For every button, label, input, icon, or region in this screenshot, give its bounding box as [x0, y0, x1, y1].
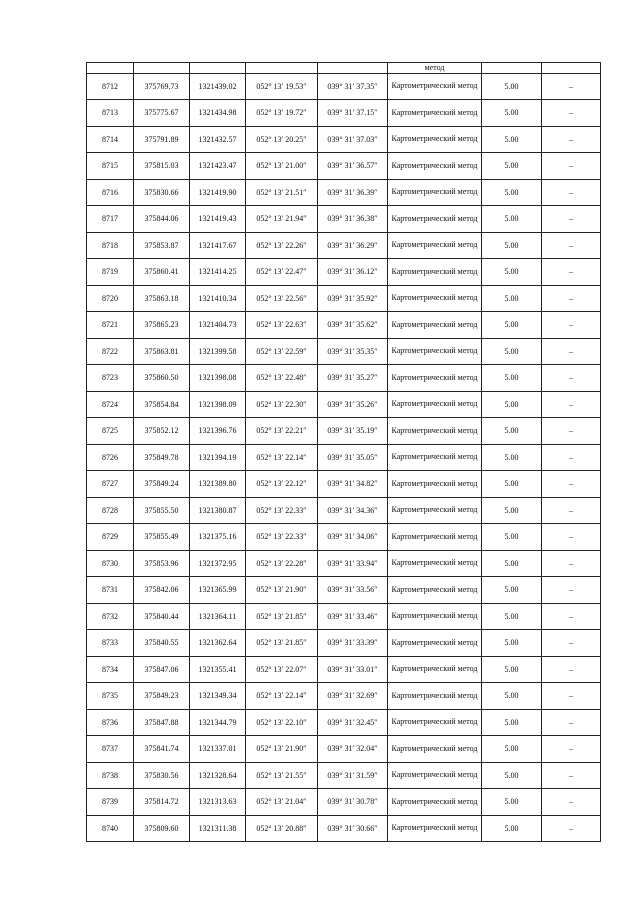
cont-cell-method: метод — [388, 63, 482, 74]
latitude: 052° 13′ 22.33″ — [246, 497, 318, 524]
table-row — [87, 815, 601, 842]
coord-y: 1321419.90 — [190, 179, 246, 206]
latitude: 052° 13′ 21.55″ — [246, 762, 318, 789]
point-number: 8717 — [87, 206, 134, 233]
table-row — [87, 338, 601, 365]
coord-x: 375865.23 — [134, 312, 190, 339]
longitude: 039° 31′ 35.05″ — [318, 444, 388, 471]
coord-x: 375791.89 — [134, 126, 190, 153]
method: Картометрический метод — [388, 418, 482, 445]
table-row — [87, 100, 601, 127]
coord-y: 1321337.01 — [190, 736, 246, 763]
latitude: 052° 13′ 22.63″ — [246, 312, 318, 339]
table-row — [87, 497, 601, 524]
accuracy: 5.00 — [482, 524, 542, 551]
coord-x: 375840.44 — [134, 603, 190, 630]
accuracy: 5.00 — [482, 444, 542, 471]
method: Картометрический метод — [388, 285, 482, 312]
table-row — [87, 656, 601, 683]
longitude: 039° 31′ 36.12″ — [318, 259, 388, 286]
method: Картометрический метод — [388, 815, 482, 842]
table-row — [87, 603, 601, 630]
coord-y: 1321344.79 — [190, 709, 246, 736]
method: Картометрический метод — [388, 656, 482, 683]
table-row — [87, 444, 601, 471]
coord-x: 375842.06 — [134, 577, 190, 604]
longitude: 039° 31′ 36.39″ — [318, 179, 388, 206]
table-row — [87, 232, 601, 259]
point-number: 8720 — [87, 285, 134, 312]
table-row — [87, 285, 601, 312]
method: Картометрический метод — [388, 497, 482, 524]
point-number: 8713 — [87, 100, 134, 127]
accuracy: 5.00 — [482, 126, 542, 153]
table-row — [87, 206, 601, 233]
note: – — [542, 683, 601, 710]
accuracy: 5.00 — [482, 365, 542, 392]
method: Картометрический метод — [388, 126, 482, 153]
longitude: 039° 31′ 35.26″ — [318, 391, 388, 418]
point-number: 8736 — [87, 709, 134, 736]
note: – — [542, 338, 601, 365]
table-body — [87, 63, 601, 842]
latitude: 052° 13′ 22.14″ — [246, 444, 318, 471]
coord-x: 375852.12 — [134, 418, 190, 445]
latitude: 052° 13′ 21.00″ — [246, 153, 318, 180]
method: Картометрический метод — [388, 471, 482, 498]
latitude: 052° 13′ 21.85″ — [246, 603, 318, 630]
method: Картометрический метод — [388, 577, 482, 604]
latitude: 052° 13′ 22.12″ — [246, 471, 318, 498]
point-number: 8718 — [87, 232, 134, 259]
note: – — [542, 100, 601, 127]
longitude: 039° 31′ 36.29″ — [318, 232, 388, 259]
latitude: 052° 13′ 22.47″ — [246, 259, 318, 286]
method: Картометрический метод — [388, 736, 482, 763]
coord-y: 1321398.09 — [190, 391, 246, 418]
coord-x: 375855.50 — [134, 497, 190, 524]
note: – — [542, 126, 601, 153]
accuracy: 5.00 — [482, 206, 542, 233]
coord-x: 375830.66 — [134, 179, 190, 206]
coord-y: 1321432.57 — [190, 126, 246, 153]
note: – — [542, 471, 601, 498]
table-row — [87, 365, 601, 392]
latitude: 052° 13′ 21.51″ — [246, 179, 318, 206]
coord-x: 375830.56 — [134, 762, 190, 789]
table-row — [87, 709, 601, 736]
coord-x: 375860.41 — [134, 259, 190, 286]
accuracy: 5.00 — [482, 232, 542, 259]
latitude: 052° 13′ 22.14″ — [246, 683, 318, 710]
accuracy: 5.00 — [482, 259, 542, 286]
coord-x: 375853.87 — [134, 232, 190, 259]
longitude: 039° 31′ 34.36″ — [318, 497, 388, 524]
point-number: 8712 — [87, 73, 134, 100]
longitude: 039° 31′ 35.92″ — [318, 285, 388, 312]
longitude: 039° 31′ 35.62″ — [318, 312, 388, 339]
coord-x: 375769.73 — [134, 73, 190, 100]
coord-y: 1321414.25 — [190, 259, 246, 286]
cont-cell-lon — [318, 63, 388, 74]
latitude: 052° 13′ 22.30″ — [246, 391, 318, 418]
longitude: 039° 31′ 33.56″ — [318, 577, 388, 604]
accuracy: 5.00 — [482, 550, 542, 577]
longitude: 039° 31′ 33.39″ — [318, 630, 388, 657]
latitude: 052° 13′ 20.88″ — [246, 815, 318, 842]
accuracy: 5.00 — [482, 603, 542, 630]
accuracy: 5.00 — [482, 471, 542, 498]
note: – — [542, 709, 601, 736]
coord-y: 1321362.64 — [190, 630, 246, 657]
point-number: 8723 — [87, 365, 134, 392]
note: – — [542, 365, 601, 392]
method: Картометрический метод — [388, 259, 482, 286]
coord-y: 1321365.99 — [190, 577, 246, 604]
table-row — [87, 259, 601, 286]
point-number: 8728 — [87, 497, 134, 524]
coord-x: 375840.55 — [134, 630, 190, 657]
latitude: 052° 13′ 21.04″ — [246, 789, 318, 816]
latitude: 052° 13′ 22.07″ — [246, 656, 318, 683]
coord-x: 375853.96 — [134, 550, 190, 577]
point-number: 8739 — [87, 789, 134, 816]
note: – — [542, 285, 601, 312]
point-number: 8719 — [87, 259, 134, 286]
table-row — [87, 126, 601, 153]
note: – — [542, 550, 601, 577]
table-row — [87, 630, 601, 657]
accuracy: 5.00 — [482, 577, 542, 604]
method: Картометрический метод — [388, 153, 482, 180]
method: Картометрический метод — [388, 179, 482, 206]
longitude: 039° 31′ 32.04″ — [318, 736, 388, 763]
note: – — [542, 179, 601, 206]
point-number: 8737 — [87, 736, 134, 763]
coordinates-table — [86, 62, 601, 842]
longitude: 039° 31′ 31.59″ — [318, 762, 388, 789]
longitude: 039° 31′ 36.38″ — [318, 206, 388, 233]
method: Картометрический метод — [388, 232, 482, 259]
cont-cell-number — [87, 63, 134, 74]
coord-y: 1321404.73 — [190, 312, 246, 339]
coord-x: 375863.18 — [134, 285, 190, 312]
accuracy: 5.00 — [482, 656, 542, 683]
table-row — [87, 418, 601, 445]
coord-x: 375849.23 — [134, 683, 190, 710]
latitude: 052° 13′ 22.56″ — [246, 285, 318, 312]
table-row — [87, 73, 601, 100]
latitude: 052° 13′ 19.72″ — [246, 100, 318, 127]
table-row — [87, 577, 601, 604]
table-row — [87, 524, 601, 551]
coord-y: 1321349.34 — [190, 683, 246, 710]
note: – — [542, 603, 601, 630]
accuracy: 5.00 — [482, 497, 542, 524]
point-number: 8730 — [87, 550, 134, 577]
latitude: 052° 13′ 22.48″ — [246, 365, 318, 392]
note: – — [542, 153, 601, 180]
longitude: 039° 31′ 35.19″ — [318, 418, 388, 445]
coord-y: 1321389.80 — [190, 471, 246, 498]
coord-y: 1321311.38 — [190, 815, 246, 842]
latitude: 052° 13′ 22.26″ — [246, 232, 318, 259]
coord-y: 1321434.98 — [190, 100, 246, 127]
table-row — [87, 762, 601, 789]
note: – — [542, 789, 601, 816]
latitude: 052° 13′ 22.28″ — [246, 550, 318, 577]
latitude: 052° 13′ 21.85″ — [246, 630, 318, 657]
cont-cell-x — [134, 63, 190, 74]
latitude: 052° 13′ 22.21″ — [246, 418, 318, 445]
longitude: 039° 31′ 32.45″ — [318, 709, 388, 736]
note: – — [542, 497, 601, 524]
method: Картометрический метод — [388, 630, 482, 657]
accuracy: 5.00 — [482, 100, 542, 127]
table-row — [87, 736, 601, 763]
coord-y: 1321328.64 — [190, 762, 246, 789]
note: – — [542, 206, 601, 233]
coord-x: 375847.88 — [134, 709, 190, 736]
accuracy: 5.00 — [482, 736, 542, 763]
longitude: 039° 31′ 36.57″ — [318, 153, 388, 180]
method: Картометрический метод — [388, 365, 482, 392]
method: Картометрический метод — [388, 603, 482, 630]
method: Картометрический метод — [388, 762, 482, 789]
coord-x: 375863.81 — [134, 338, 190, 365]
coord-y: 1321394.19 — [190, 444, 246, 471]
accuracy: 5.00 — [482, 762, 542, 789]
method: Картометрический метод — [388, 444, 482, 471]
coord-y: 1321372.95 — [190, 550, 246, 577]
point-number: 8724 — [87, 391, 134, 418]
coord-x: 375849.24 — [134, 471, 190, 498]
longitude: 039° 31′ 33.94″ — [318, 550, 388, 577]
longitude: 039° 31′ 35.35″ — [318, 338, 388, 365]
longitude: 039° 31′ 37.03″ — [318, 126, 388, 153]
method: Картометрический метод — [388, 338, 482, 365]
point-number: 8738 — [87, 762, 134, 789]
longitude: 039° 31′ 30.66″ — [318, 815, 388, 842]
accuracy: 5.00 — [482, 338, 542, 365]
coord-x: 375815.03 — [134, 153, 190, 180]
point-number: 8721 — [87, 312, 134, 339]
cont-cell-accuracy — [482, 63, 542, 74]
table-row — [87, 471, 601, 498]
point-number: 8735 — [87, 683, 134, 710]
longitude: 039° 31′ 35.27″ — [318, 365, 388, 392]
accuracy: 5.00 — [482, 789, 542, 816]
longitude: 039° 31′ 37.35″ — [318, 73, 388, 100]
coord-y: 1321396.76 — [190, 418, 246, 445]
method: Картометрический метод — [388, 550, 482, 577]
point-number: 8729 — [87, 524, 134, 551]
method: Картометрический метод — [388, 100, 482, 127]
accuracy: 5.00 — [482, 285, 542, 312]
point-number: 8714 — [87, 126, 134, 153]
point-number: 8722 — [87, 338, 134, 365]
continuation-row — [87, 63, 601, 74]
point-number: 8725 — [87, 418, 134, 445]
coord-y: 1321419.43 — [190, 206, 246, 233]
point-number: 8731 — [87, 577, 134, 604]
coord-x: 375814.72 — [134, 789, 190, 816]
table-row — [87, 391, 601, 418]
coord-y: 1321375.16 — [190, 524, 246, 551]
table-row — [87, 789, 601, 816]
note: – — [542, 736, 601, 763]
method: Картометрический метод — [388, 524, 482, 551]
table-row — [87, 312, 601, 339]
accuracy: 5.00 — [482, 709, 542, 736]
method: Картометрический метод — [388, 206, 482, 233]
longitude: 039° 31′ 30.78″ — [318, 789, 388, 816]
latitude: 052° 13′ 22.33″ — [246, 524, 318, 551]
point-number: 8740 — [87, 815, 134, 842]
cont-cell-lat — [246, 63, 318, 74]
table-row — [87, 153, 601, 180]
longitude: 039° 31′ 33.46″ — [318, 603, 388, 630]
accuracy: 5.00 — [482, 418, 542, 445]
coord-x: 375841.74 — [134, 736, 190, 763]
latitude: 052° 13′ 22.10″ — [246, 709, 318, 736]
note: – — [542, 656, 601, 683]
method: Картометрический метод — [388, 789, 482, 816]
coord-y: 1321364.11 — [190, 603, 246, 630]
coord-y: 1321439.02 — [190, 73, 246, 100]
table-row — [87, 683, 601, 710]
cont-cell-y — [190, 63, 246, 74]
coord-y: 1321399.58 — [190, 338, 246, 365]
point-number: 8726 — [87, 444, 134, 471]
latitude: 052° 13′ 22.59″ — [246, 338, 318, 365]
note: – — [542, 232, 601, 259]
coord-x: 375855.49 — [134, 524, 190, 551]
note: – — [542, 259, 601, 286]
accuracy: 5.00 — [482, 73, 542, 100]
accuracy: 5.00 — [482, 630, 542, 657]
point-number: 8716 — [87, 179, 134, 206]
table-row — [87, 550, 601, 577]
latitude: 052° 13′ 21.90″ — [246, 736, 318, 763]
point-number: 8727 — [87, 471, 134, 498]
coord-x: 375849.78 — [134, 444, 190, 471]
coord-x: 375854.84 — [134, 391, 190, 418]
table-row — [87, 179, 601, 206]
note: – — [542, 762, 601, 789]
accuracy: 5.00 — [482, 815, 542, 842]
latitude: 052° 13′ 21.94″ — [246, 206, 318, 233]
point-number: 8733 — [87, 630, 134, 657]
method: Картометрический метод — [388, 391, 482, 418]
coord-x: 375860.50 — [134, 365, 190, 392]
accuracy: 5.00 — [482, 153, 542, 180]
note: – — [542, 577, 601, 604]
method: Картометрический метод — [388, 683, 482, 710]
coord-x: 375809.60 — [134, 815, 190, 842]
method: Картометрический метод — [388, 312, 482, 339]
note: – — [542, 391, 601, 418]
coord-y: 1321410.34 — [190, 285, 246, 312]
coord-y: 1321313.63 — [190, 789, 246, 816]
coord-y: 1321398.08 — [190, 365, 246, 392]
accuracy: 5.00 — [482, 312, 542, 339]
note: – — [542, 524, 601, 551]
longitude: 039° 31′ 32.69″ — [318, 683, 388, 710]
note: – — [542, 815, 601, 842]
longitude: 039° 31′ 33.01″ — [318, 656, 388, 683]
coord-x: 375847.06 — [134, 656, 190, 683]
point-number: 8734 — [87, 656, 134, 683]
latitude: 052° 13′ 20.25″ — [246, 126, 318, 153]
longitude: 039° 31′ 37.15″ — [318, 100, 388, 127]
coord-y: 1321423.47 — [190, 153, 246, 180]
accuracy: 5.00 — [482, 179, 542, 206]
longitude: 039° 31′ 34.82″ — [318, 471, 388, 498]
coord-y: 1321417.67 — [190, 232, 246, 259]
note: – — [542, 444, 601, 471]
latitude: 052° 13′ 19.53″ — [246, 73, 318, 100]
coord-y: 1321380.87 — [190, 497, 246, 524]
note: – — [542, 73, 601, 100]
note: – — [542, 630, 601, 657]
accuracy: 5.00 — [482, 683, 542, 710]
note: – — [542, 312, 601, 339]
coord-x: 375844.06 — [134, 206, 190, 233]
method: Картометрический метод — [388, 73, 482, 100]
point-number: 8732 — [87, 603, 134, 630]
accuracy: 5.00 — [482, 391, 542, 418]
point-number: 8715 — [87, 153, 134, 180]
latitude: 052° 13′ 21.90″ — [246, 577, 318, 604]
method: Картометрический метод — [388, 709, 482, 736]
note: – — [542, 418, 601, 445]
coord-y: 1321355.41 — [190, 656, 246, 683]
cont-cell-note — [542, 63, 601, 74]
coord-x: 375775.67 — [134, 100, 190, 127]
longitude: 039° 31′ 34.06″ — [318, 524, 388, 551]
